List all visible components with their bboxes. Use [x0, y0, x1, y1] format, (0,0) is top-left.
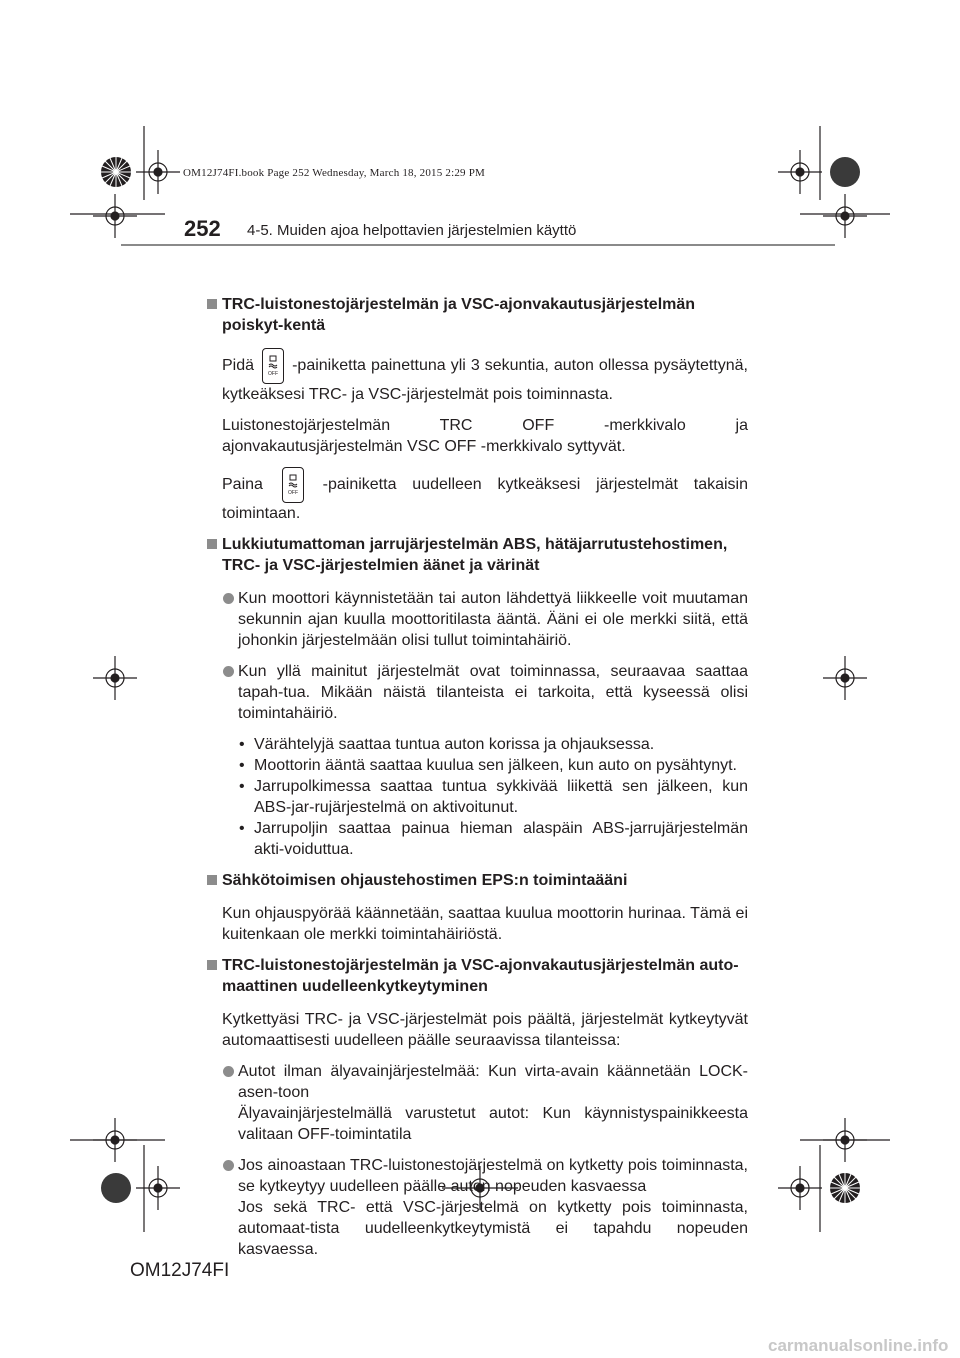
manual-code: OM12J74FI	[130, 1260, 230, 1281]
section-heading: TRC-luistonestojärjestelmän ja VSC-ajonvakautusjärjestelmän auto-maattinen uudelleenkytkeytyminen	[206, 955, 748, 997]
sub-list-item: • Jarrupolkimessa saattaa tuntua sykkivää liikettä sen jälkeen, kun ABS-jar-rujärjestelmä on aktivoitunut.	[239, 778, 748, 816]
bullet-dot-icon	[223, 593, 234, 604]
sub-list-item: • Moottorin ääntä saattaa kuulua sen jälkeen, kun auto on pysähtynyt.	[239, 757, 737, 774]
paragraph: Pidä OFF -painiketta painettuna yli 3 sekuntia, auton ollessa pysäytettynä, kytkeäksesi TRC- ja VSC-järjestelmät pois toiminnasta.	[206, 348, 748, 405]
vsc-off-button-icon	[262, 348, 284, 384]
crosshair-icon	[778, 150, 822, 194]
starburst-icon	[830, 1173, 860, 1203]
crosshair-icon	[93, 1118, 137, 1162]
watermark: carmanualsonline.info	[768, 1336, 949, 1355]
section-title: 4-5. Muiden ajoa helpottavien järjestelmien käyttö	[247, 222, 577, 239]
section-heading: Sähkötoimisen ohjaustehostimen EPS:n toimintaääni	[206, 870, 748, 891]
bullet-dot-icon	[223, 1066, 234, 1077]
section-sounds-vibrations	[206, 534, 748, 860]
sub-list-item: • Värähtelyjä saattaa tuntua auton korissa ja ohjauksessa.	[239, 736, 655, 753]
crosshair-icon	[778, 1166, 822, 1210]
section-auto-reactivation	[206, 955, 748, 1260]
crosshair-icon	[136, 150, 180, 194]
list-item: Kun yllä mainitut järjestelmät ovat toiminnassa, seuraavaa saattaa tapah-tua. Mikään näistä tilanteista ei tarkoita, että kyseessä olisi toimintahäiriö.	[206, 661, 748, 724]
list-item: Jos ainoastaan TRC-luistonestojärjestelmä on kytketty pois toiminnasta, se kytkeytyy uudelleen päälle auton nopeuden kasvaessa Jos sekä TRC- että VSC-järjestelmä on kytketty pois toiminnasta, automaat-tista uudelleenkytkeytymistä ei tapahdu nopeuden kasvaessa.	[206, 1155, 748, 1260]
crosshair-icon	[823, 656, 867, 700]
header-divider	[121, 244, 835, 246]
section-trc-vsc-off	[206, 294, 748, 524]
list-item: Kun moottori käynnistetään tai auton lähdettyä liikkeelle voit muutaman sekunnin ajan kuulla moottoritilasta ääntä. Ääni ei ole merkki siitä, että johonkin järjestelmään olisi tullut toimintahäiriö.	[206, 588, 748, 651]
section-heading: Lukkiutumattoman jarrujärjestelmän ABS, hätäjarrutustehostimen, TRC- ja VSC-järjestelmien äänet ja värinät	[206, 534, 748, 576]
crosshair-icon	[136, 1166, 180, 1210]
crosshair-icon	[823, 194, 867, 238]
list-item: Autot ilman älyavainjärjestelmää: Kun virta-avain käännetään LOCK-asen-toon Älyavainjärjestelmällä varustetut autot: Kun käynnistyspainikkeesta valitaan OFF-toimintatila	[206, 1061, 748, 1145]
book-info-line: OM12J74FI.book Page 252 Wednesday, March 18, 2015 2:29 PM	[183, 167, 485, 179]
paragraph: Kun ohjauspyörää käännetään, saattaa kuulua moottorin hurinaa. Tämä ei kuitenkaan ole merkki toimintahäiriöstä.	[222, 905, 748, 943]
bullet-dot-icon	[223, 1160, 234, 1171]
square-marker-icon	[207, 539, 217, 549]
crosshair-icon	[93, 656, 137, 700]
starburst-icon	[101, 157, 131, 187]
page-content	[206, 294, 748, 1270]
svg-text:OFF: OFF	[287, 490, 298, 496]
square-marker-icon	[207, 299, 217, 309]
vsc-off-button-icon	[282, 467, 304, 503]
bullet-dot-icon	[223, 666, 234, 677]
dark-dot-icon	[101, 1173, 131, 1203]
sub-list-item: • Jarrupoljin saattaa painua hieman alaspäin ABS-jarrujärjestelmän akti-voiduttua.	[239, 820, 748, 858]
dark-dot-icon	[830, 157, 860, 187]
section-heading: TRC-luistonestojärjestelmän ja VSC-ajonvakautusjärjestelmän poiskyt-kentä	[206, 294, 748, 336]
paragraph: Luistonestojärjestelmän TRC OFF -merkkivalo ja ajonvakautusjärjestelmän VSC OFF -merkkivalo syttyvät.	[222, 417, 748, 455]
svg-text:OFF: OFF	[268, 371, 279, 377]
square-marker-icon	[207, 960, 217, 970]
paragraph: Paina OFF -painiketta uudelleen kytkeäksesi järjestelmät takaisin toimintaan.	[206, 467, 748, 524]
square-marker-icon	[207, 875, 217, 885]
section-eps-sound	[206, 870, 748, 945]
crosshair-icon	[93, 194, 137, 238]
paragraph: Kytkettyäsi TRC- ja VSC-järjestelmät pois päältä, järjestelmät kytkeytyvät automaattisesti uudelleen päälle seuraavissa tilanteissa:	[222, 1011, 748, 1049]
crosshair-icon	[823, 1118, 867, 1162]
page-number: 252	[184, 216, 221, 241]
